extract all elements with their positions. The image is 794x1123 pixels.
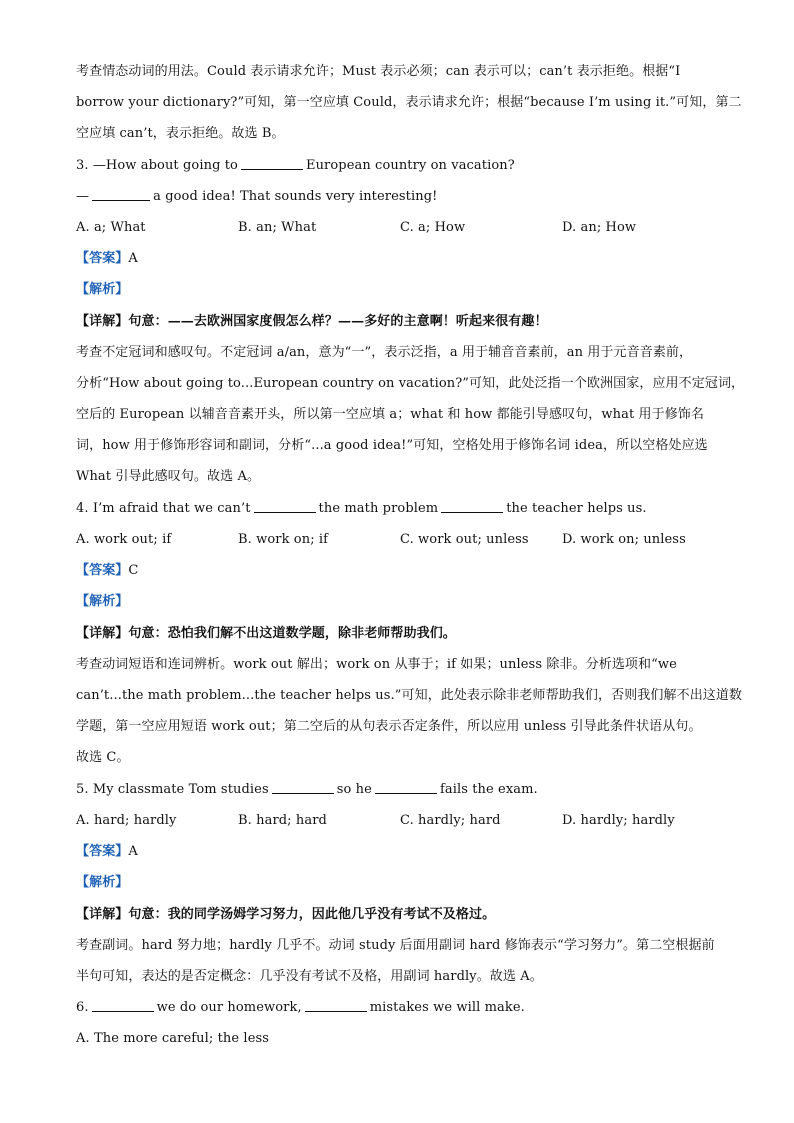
q3-explanation-line-4: 词，how 用于修饰形容词和副词，分析“...a good idea!”可知，空格处用于修饰名词 idea，所以空格处应选 (76, 438, 708, 453)
q5-explanation-line-2: 半句可知，表达的是否定概念：几乎没有考试不及格，用副词 hardly。故选 A。 (76, 969, 543, 984)
answer-value: A (128, 844, 138, 859)
q5-option-b: B. hard; hard (238, 813, 327, 828)
detail-text: 句意：——去欧洲国家度假怎么样？——多好的主意啊！听起来很有趣！ (128, 314, 548, 329)
q3-answer (76, 250, 138, 268)
detail-label: 【详解】 (76, 626, 129, 641)
answer-blank (254, 500, 316, 513)
q5-answer (76, 843, 138, 861)
q3-option-a: A. a; What (76, 220, 146, 235)
answer-value: C (128, 563, 139, 578)
analysis-label: 【解析】 (76, 282, 129, 297)
q3-detail (76, 313, 548, 331)
q6-stem-part-3: mistakes we will make. (369, 1000, 525, 1015)
q3-dash: — (76, 189, 90, 204)
q5-option-c: C. hardly; hard (400, 813, 501, 828)
q4-option-d: D. work on; unless (562, 532, 686, 547)
answer-blank (441, 500, 503, 513)
q5-analysis-label (76, 874, 128, 892)
q4-explanation-line-2: can’t...the math problem...the teacher helps us.”可知，此处表示除非老师帮助我们，否则我们解不出这道数 (76, 688, 743, 703)
q5-option-d: D. hardly; hardly (562, 813, 675, 828)
answer-label: 【答案】 (76, 844, 129, 859)
q5-options (0, 812, 794, 830)
detail-label: 【详解】 (76, 314, 129, 329)
analysis-label: 【解析】 (76, 594, 129, 609)
q5-option-a: A. hard; hardly (76, 813, 177, 828)
q4-stem-part-3: the teacher helps us. (506, 501, 647, 516)
q5-explanation-line-1: 考查副词。hard 努力地；hardly 几乎不。动词 study 后面用副词 hard 修饰表示“学习努力”。第二空根据前 (76, 938, 715, 953)
q6-stem (76, 999, 525, 1017)
q3-analysis-label (76, 281, 128, 299)
q4-explanation-line-4: 故选 C。 (76, 750, 130, 765)
q4-stem-part-2: the math problem (318, 501, 439, 516)
q3-stem-part-2: European country on vacation? (305, 158, 515, 173)
q3-options (0, 219, 794, 237)
detail-label: 【详解】 (76, 907, 129, 922)
q4-options (0, 531, 794, 549)
q4-analysis-label (76, 593, 128, 611)
detail-text: 句意：恐怕我们解不出这道数学题，除非老师帮助我们。 (128, 626, 456, 641)
answer-blank (92, 188, 150, 201)
q3-option-d: D. an; How (562, 220, 637, 235)
q4-option-a: A. work out; if (76, 532, 172, 547)
q3-explanation-line-5: What 引导此感叹句。故选 A。 (76, 469, 261, 484)
q4-explanation-line-3: 学题，第一空应用短语 work out；第二空后的从句表示否定条件，所以应用 unless 引导此条件状语从句。 (76, 719, 702, 734)
answer-blank (92, 999, 154, 1012)
q6-option-a: A. The more careful; the less (76, 1031, 270, 1046)
q3-explanation-line-1: 考查不定冠词和感叹句。不定冠词 a/an，意为“一”，表示泛指，a 用于辅音音素前，an 用于元音音素前， (76, 345, 693, 360)
q5-stem-part-1: 5. My classmate Tom studies (76, 782, 269, 797)
analysis-label: 【解析】 (76, 875, 129, 890)
q3-response-text: a good idea! That sounds very interesting! (153, 189, 438, 204)
detail-text: 句意：我的同学汤姆学习努力，因此他几乎没有考试不及格过。 (128, 907, 496, 922)
q3-option-b: B. an; What (238, 220, 317, 235)
answer-label: 【答案】 (76, 563, 129, 578)
answer-blank (375, 781, 437, 794)
q5-stem (76, 781, 538, 799)
q3-option-c: C. a; How (400, 220, 466, 235)
q4-stem-part-1: 4. I’m afraid that we can’t (76, 501, 251, 516)
answer-blank (241, 157, 303, 170)
q2-explanation-line-2: borrow your dictionary?”可知，第一空应填 Could，表示请求允许；根据“because I’m using it.”可知，第二 (76, 95, 742, 110)
q6-stem-part-1: 6. (76, 1000, 89, 1015)
q5-detail (76, 906, 495, 924)
q2-explanation-line-1: 考查情态动词的用法。Could 表示请求允许；Must 表示必须；can 表示可以；can’t 表示拒绝。根据“I (76, 64, 681, 79)
q4-detail (76, 625, 456, 643)
q6-stem-part-2: we do our homework, (156, 1000, 302, 1015)
answer-label: 【答案】 (76, 251, 129, 266)
q2-explanation-line-3: 空应填 can’t，表示拒绝。故选 B。 (76, 126, 285, 141)
q3-stem (76, 157, 515, 175)
answer-blank (305, 999, 367, 1012)
q3-explanation-line-3: 空后的 European 以辅音音素开头，所以第一空应填 a；what 和 how 都能引导感叹句，what 用于修饰名 (76, 407, 704, 422)
q3-stem-part-1: 3. —How about going to (76, 158, 238, 173)
q4-option-b: B. work on; if (238, 532, 329, 547)
q3-response-line (76, 188, 437, 206)
q5-stem-part-3: fails the exam. (439, 782, 538, 797)
q5-stem-part-2: so he (336, 782, 372, 797)
q4-answer (76, 562, 138, 580)
q3-explanation-line-2: 分析“How about going to...European country on vacation?”可知，此处泛指一个欧洲国家，应用不定冠词， (76, 376, 745, 391)
q4-explanation-line-1: 考查动词短语和连词辨析。work out 解出；work on 从事于；if 如果；unless 除非。分析选项和“we (76, 657, 677, 672)
q4-option-c: C. work out; unless (400, 532, 529, 547)
answer-blank (272, 781, 334, 794)
answer-value: A (128, 251, 138, 266)
q4-stem (76, 500, 647, 518)
